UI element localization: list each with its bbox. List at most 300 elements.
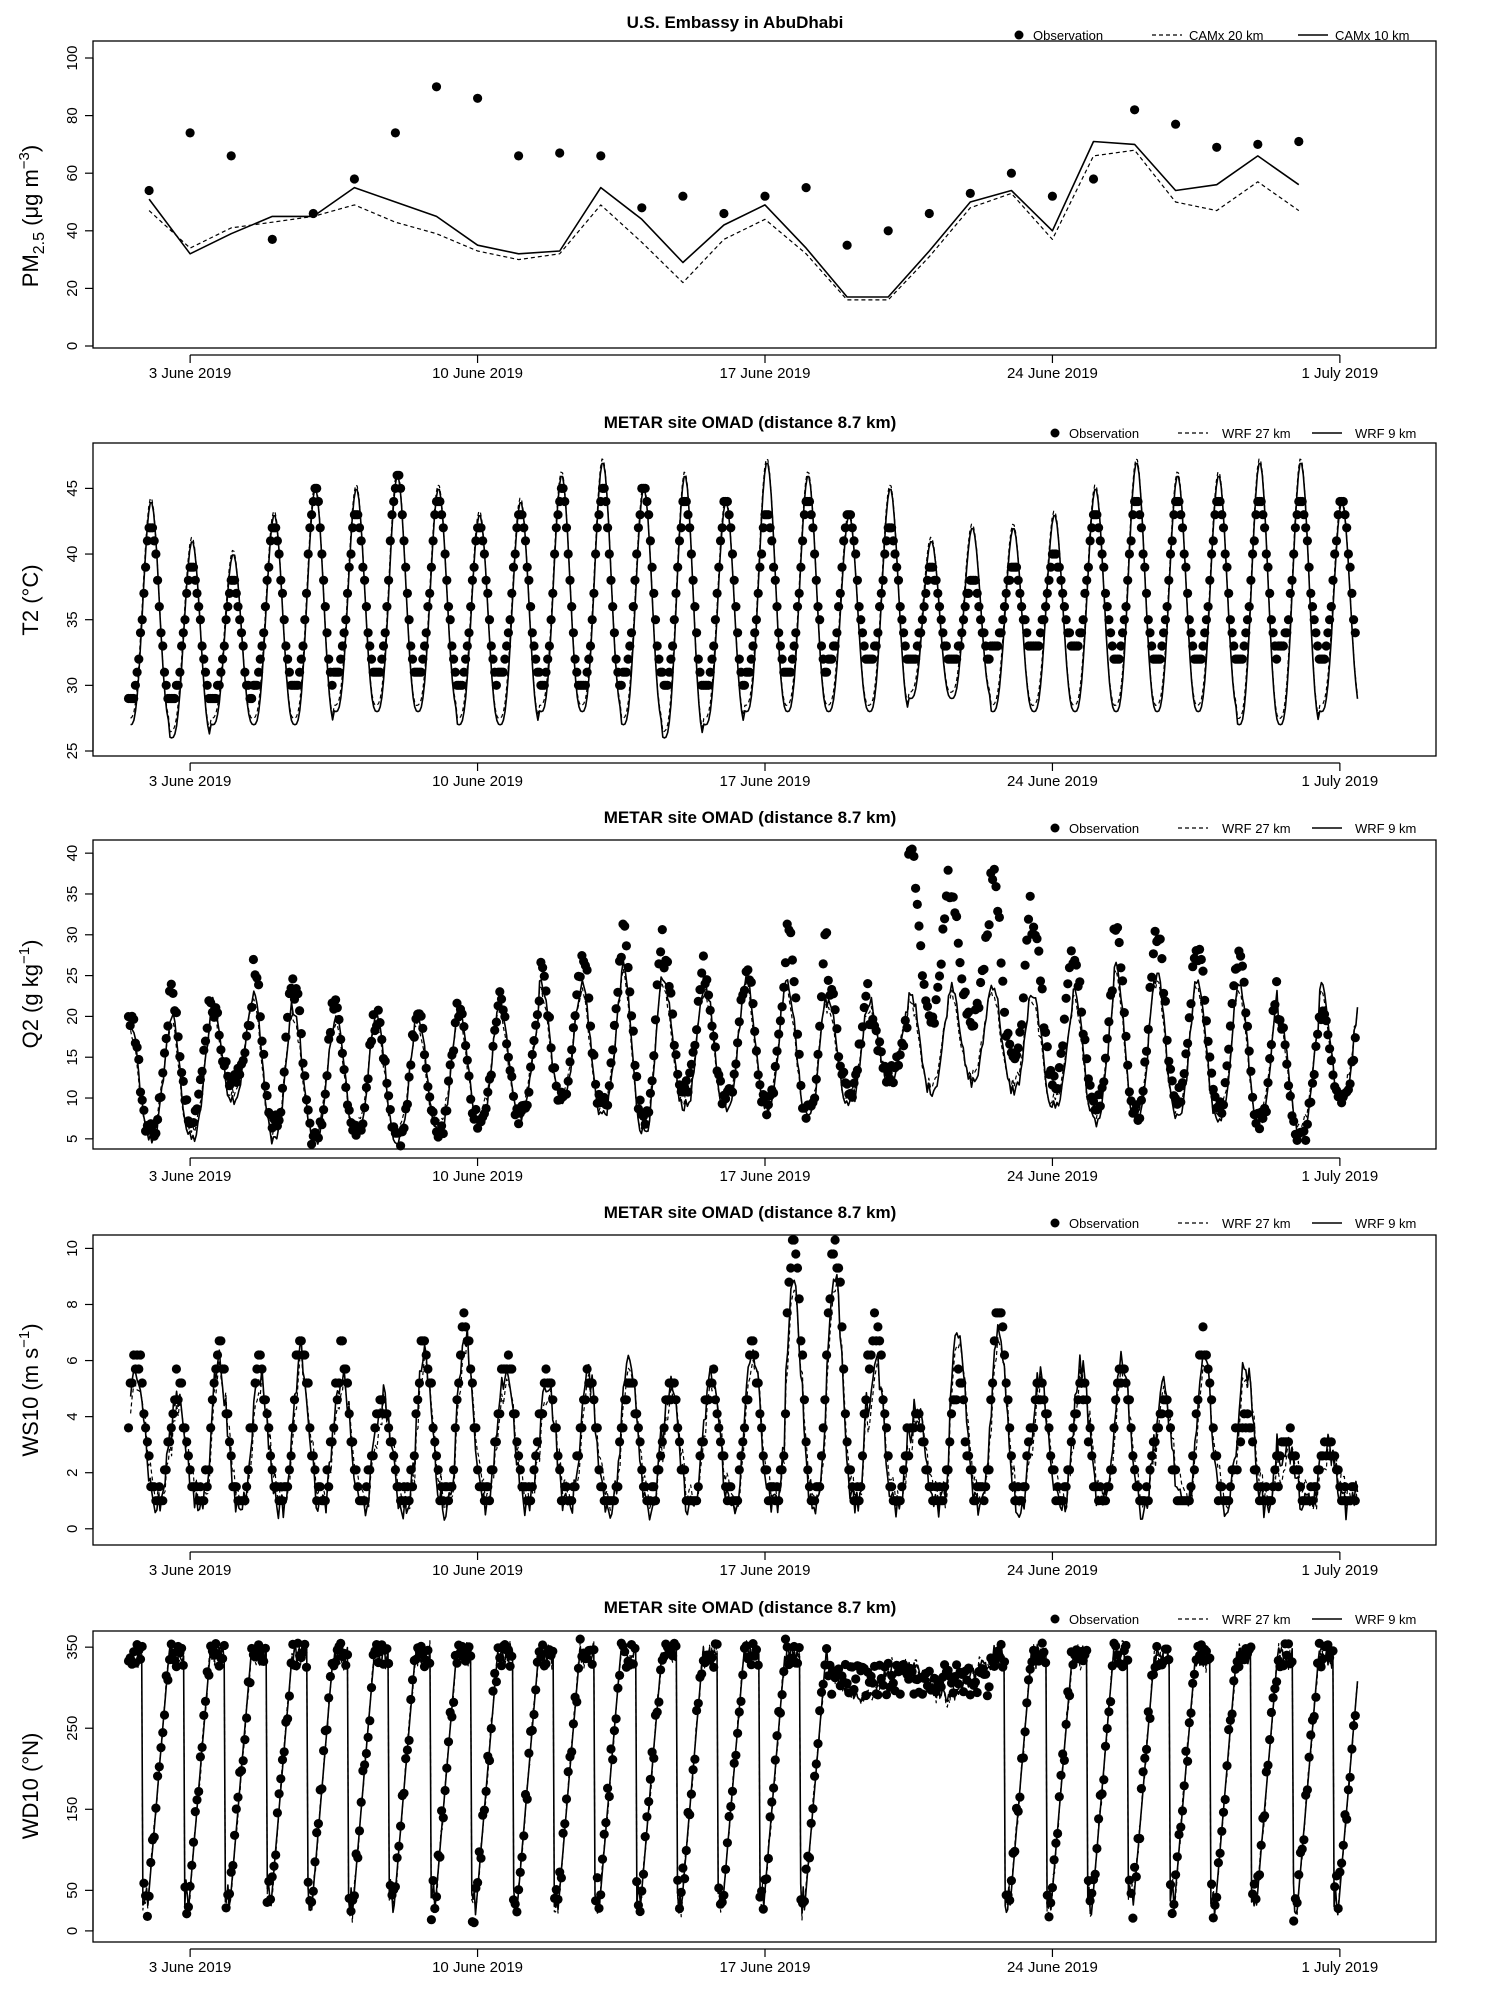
observation-point <box>406 1695 415 1704</box>
observation-point <box>324 655 333 664</box>
observation-point <box>1082 1395 1091 1404</box>
observation-point <box>309 1451 318 1460</box>
x-axis <box>149 1158 1378 1185</box>
observation-point <box>979 1496 988 1505</box>
observation-point <box>743 965 752 974</box>
observation-point <box>199 1711 208 1720</box>
observation-point <box>817 992 826 1001</box>
observation-point <box>1003 1029 1012 1038</box>
observation-point <box>519 523 528 532</box>
observation-point <box>1335 1868 1344 1877</box>
observation-point <box>429 1876 438 1885</box>
observation-point <box>979 965 988 974</box>
observation-point <box>162 1034 171 1043</box>
observation-point <box>504 1053 513 1062</box>
observation-point <box>601 497 610 506</box>
legend-coarse-label: CAMx 20 km <box>1189 28 1264 43</box>
observation-point <box>800 1897 809 1906</box>
observation-point <box>276 1108 285 1117</box>
observation-point <box>738 1670 747 1679</box>
observation-point <box>387 1437 396 1446</box>
x-tick-label: 24 June 2019 <box>1006 365 1098 382</box>
observation-point <box>955 958 964 967</box>
observation-point <box>316 1482 325 1491</box>
observation-point <box>139 1409 148 1418</box>
observation-point <box>186 1465 195 1474</box>
observation-point <box>588 1660 597 1669</box>
observation-point <box>1181 1747 1190 1756</box>
observation-point <box>913 900 922 909</box>
observation-point <box>1296 1482 1305 1491</box>
observation-point <box>920 1437 929 1446</box>
observation-point <box>1286 589 1295 598</box>
observation-point <box>725 1812 734 1821</box>
observation-point <box>298 1059 307 1068</box>
observation-point <box>675 536 684 545</box>
observation-point <box>523 1795 532 1804</box>
observation-point <box>629 1378 638 1387</box>
observation-point <box>386 1105 395 1114</box>
observation-point <box>1087 1451 1096 1460</box>
observation-point <box>1103 1724 1112 1733</box>
observation-point <box>565 1057 574 1066</box>
observation-point <box>444 1737 453 1746</box>
observation-point <box>1224 1725 1233 1734</box>
observation-point <box>610 1726 619 1735</box>
observation-point <box>145 186 154 195</box>
observation-point <box>591 549 600 558</box>
observation-point <box>1086 536 1095 545</box>
observation-point <box>586 1022 595 1031</box>
plot-area <box>124 459 1360 738</box>
observation-point <box>930 1019 939 1028</box>
observation-point <box>1120 615 1129 624</box>
observation-point <box>317 549 326 558</box>
observation-point <box>1055 563 1064 572</box>
observation-point <box>528 628 537 637</box>
observation-point <box>1219 1808 1228 1817</box>
observation-point <box>273 536 282 545</box>
x-tick-label: 17 June 2019 <box>719 1168 811 1185</box>
y-tick-label: 50 <box>64 1882 81 1899</box>
observation-point <box>196 1752 205 1761</box>
observation-point <box>774 628 783 637</box>
observation-point <box>1082 576 1091 585</box>
observation-point <box>1344 1785 1353 1794</box>
y-tick-label: 60 <box>64 164 81 182</box>
observation-point <box>1306 1098 1315 1107</box>
observation-point <box>1186 999 1195 1008</box>
panel-ws10 <box>16 1203 1436 1579</box>
observation-point <box>1072 1409 1081 1418</box>
observation-point <box>230 576 239 585</box>
observation-point <box>949 1688 958 1697</box>
observation-point <box>1240 978 1249 987</box>
observation-point <box>459 1022 468 1031</box>
observation-point <box>913 641 922 650</box>
observation-point <box>276 1774 285 1783</box>
observation-point <box>1251 1894 1260 1903</box>
observation-point <box>723 497 732 506</box>
observation-point <box>276 576 285 585</box>
observation-point <box>1166 1880 1175 1889</box>
observation-point <box>644 510 653 519</box>
legend-fine-label: WRF 9 km <box>1355 1612 1417 1627</box>
observation-point <box>1041 602 1050 611</box>
observation-point <box>249 955 258 964</box>
observation-point <box>586 641 595 650</box>
observation-point <box>1142 1745 1151 1754</box>
observation-point <box>694 997 703 1006</box>
observation-point <box>1298 1845 1307 1854</box>
observation-point <box>310 1465 319 1474</box>
observation-point <box>795 589 804 598</box>
observation-point <box>911 655 920 664</box>
observation-point <box>1217 1482 1226 1491</box>
observation-point <box>422 1350 431 1359</box>
observation-point <box>529 1036 538 1045</box>
observation-point <box>201 1037 210 1046</box>
y-axis-label <box>16 145 48 287</box>
observation-point <box>1065 1465 1074 1474</box>
observation-point <box>367 1037 376 1046</box>
observation-point <box>985 1465 994 1474</box>
observation-point <box>129 694 138 703</box>
observation-point <box>632 1072 641 1081</box>
observation-point <box>302 589 311 598</box>
observation-point <box>230 1831 239 1840</box>
observation-point <box>312 1828 321 1837</box>
observation-point <box>981 1482 990 1491</box>
observation-point <box>1007 1876 1016 1885</box>
observation-point <box>1180 1069 1189 1078</box>
observation-point <box>203 1482 212 1491</box>
observation-point <box>899 1041 908 1050</box>
observation-point <box>464 1071 473 1080</box>
observation-point <box>983 1691 992 1700</box>
observation-point <box>1322 641 1331 650</box>
observation-point <box>779 983 788 992</box>
observation-point <box>441 1786 450 1795</box>
panel-title: METAR site OMAD (distance 8.7 km) <box>603 1598 897 1617</box>
observation-point <box>1180 549 1189 558</box>
observation-point <box>1043 1409 1052 1418</box>
observation-point <box>583 1364 592 1373</box>
observation-point <box>466 1651 475 1660</box>
observation-point <box>1137 1096 1146 1105</box>
observation-point <box>257 641 266 650</box>
observation-point <box>639 1870 648 1879</box>
observation-point <box>464 1336 473 1345</box>
observation-point <box>1145 1714 1154 1723</box>
legend-observation-marker <box>1051 429 1060 438</box>
observation-point <box>790 977 799 986</box>
observation-point <box>442 1106 451 1115</box>
observation-point <box>1005 1896 1014 1905</box>
observation-point <box>334 668 343 677</box>
observation-point <box>464 628 473 637</box>
observation-point <box>198 641 207 650</box>
observation-point <box>345 563 354 572</box>
observation-point <box>1274 1482 1283 1491</box>
observation-point <box>979 628 988 637</box>
plot-area <box>124 845 1360 1151</box>
observation-point <box>755 1080 764 1089</box>
observation-point <box>944 866 953 875</box>
y-tick-label: 4 <box>64 1412 81 1421</box>
observation-point <box>952 655 961 664</box>
observation-point <box>1310 615 1319 624</box>
observation-point <box>321 1090 330 1099</box>
observation-point <box>257 1037 266 1046</box>
observation-point <box>651 615 660 624</box>
observation-point <box>653 641 662 650</box>
observation-point <box>1279 1023 1288 1032</box>
observation-point <box>897 615 906 624</box>
observation-point <box>153 1772 162 1781</box>
observation-point <box>458 681 467 690</box>
observation-point <box>1327 602 1336 611</box>
observation-point <box>824 976 833 985</box>
y-tick-label: 40 <box>64 222 81 240</box>
x-tick-label: 10 June 2019 <box>432 773 524 790</box>
y-tick-label: 100 <box>64 45 81 71</box>
observation-point <box>589 1395 598 1404</box>
observation-point <box>589 1645 598 1654</box>
observation-point <box>767 1797 776 1806</box>
observation-point <box>803 1465 812 1474</box>
observation-point <box>141 1423 150 1432</box>
observation-point <box>1221 1078 1230 1087</box>
observation-point <box>352 1465 361 1474</box>
observation-point <box>892 563 901 572</box>
observation-point <box>346 1907 355 1916</box>
observation-point <box>1123 1656 1132 1665</box>
observation-point <box>747 978 756 987</box>
observation-point <box>1269 628 1278 637</box>
observation-point <box>829 1249 838 1258</box>
observation-point <box>665 668 674 677</box>
observation-point <box>1115 655 1124 664</box>
observation-point <box>459 668 468 677</box>
observation-point <box>861 992 870 1001</box>
observation-point <box>764 1854 773 1863</box>
observation-point <box>295 668 304 677</box>
observation-point <box>1186 1708 1195 1717</box>
observation-point <box>514 1451 523 1460</box>
observation-point <box>583 965 592 974</box>
observation-point <box>938 1496 947 1505</box>
observation-point <box>670 1041 679 1050</box>
observation-point <box>817 1688 826 1697</box>
observation-point <box>625 641 634 650</box>
observation-point <box>143 1437 152 1446</box>
observation-point <box>1092 1844 1101 1853</box>
observation-point <box>822 1644 831 1653</box>
observation-point <box>896 1496 905 1505</box>
observation-point <box>685 1068 694 1077</box>
observation-point <box>314 497 323 506</box>
observation-point <box>528 1050 537 1059</box>
observation-point <box>790 641 799 650</box>
observation-point <box>506 615 515 624</box>
observation-point <box>507 589 516 598</box>
observation-point <box>1051 549 1060 558</box>
observation-point <box>973 589 982 598</box>
observation-point <box>1113 923 1122 932</box>
observation-point <box>305 1119 314 1128</box>
observation-point <box>328 1437 337 1446</box>
observation-point <box>1121 1032 1130 1041</box>
observation-point <box>668 1009 677 1018</box>
observation-point <box>940 914 949 923</box>
observation-point <box>1147 641 1156 650</box>
observation-point <box>227 151 236 160</box>
observation-point <box>815 1482 824 1491</box>
y-label-main: PM <box>18 254 43 288</box>
observation-point <box>935 971 944 980</box>
observation-point <box>240 668 249 677</box>
observation-point <box>1058 1496 1067 1505</box>
observation-point <box>466 1364 475 1373</box>
observation-point <box>198 1743 207 1752</box>
observation-point <box>713 589 722 598</box>
observation-point <box>615 1671 624 1680</box>
observation-point <box>738 1437 747 1446</box>
observation-point <box>1303 1120 1312 1129</box>
observation-point <box>1282 628 1291 637</box>
observation-point <box>834 1052 843 1061</box>
observation-point <box>377 1035 386 1044</box>
observation-point <box>1017 602 1026 611</box>
observation-point <box>1245 1047 1254 1056</box>
observation-point <box>636 510 645 519</box>
observation-point <box>447 1712 456 1721</box>
observation-point <box>1272 977 1281 986</box>
legend-fine-label: CAMx 10 km <box>1335 28 1410 43</box>
observation-point <box>1063 979 1072 988</box>
observation-point <box>1106 628 1115 637</box>
observation-point <box>843 241 852 250</box>
observation-point <box>815 1022 824 1031</box>
observation-point <box>1166 1065 1175 1074</box>
observation-point <box>249 1423 258 1432</box>
observation-point <box>849 1685 858 1694</box>
observation-point <box>1311 1693 1320 1702</box>
observation-point <box>482 1104 491 1113</box>
observation-point <box>889 1679 898 1688</box>
observation-point <box>911 884 920 893</box>
y-axis <box>64 45 93 350</box>
observation-point <box>1050 1465 1059 1474</box>
observation-point <box>300 1071 309 1080</box>
observation-point <box>1171 1465 1180 1474</box>
observation-point <box>203 681 212 690</box>
observation-point <box>745 668 754 677</box>
observation-point <box>240 1735 249 1744</box>
observation-point <box>938 628 947 637</box>
observation-point <box>223 1409 232 1418</box>
observation-point <box>867 1350 876 1359</box>
observation-point <box>875 602 884 611</box>
observation-point <box>540 681 549 690</box>
observation-point <box>1176 1823 1185 1832</box>
observation-point <box>194 1090 203 1099</box>
observation-point <box>593 1873 602 1882</box>
observation-point <box>1186 1482 1195 1491</box>
observation-point <box>1075 977 1084 986</box>
observation-point <box>617 953 626 962</box>
observation-point <box>206 1423 215 1432</box>
observation-point <box>384 1423 393 1432</box>
observation-point <box>341 1661 350 1670</box>
observation-point <box>1036 628 1045 637</box>
observation-point <box>1229 641 1238 650</box>
observation-point <box>174 1032 183 1041</box>
observation-point <box>730 576 739 585</box>
observation-point <box>697 1669 706 1678</box>
observation-point <box>172 1364 181 1373</box>
observation-point <box>133 668 142 677</box>
observation-point <box>872 641 881 650</box>
observation-point <box>235 615 244 624</box>
observation-point <box>976 978 985 987</box>
observation-point <box>813 1739 822 1748</box>
observation-point <box>961 988 970 997</box>
observation-point <box>213 1008 222 1017</box>
observation-point <box>384 576 393 585</box>
legend-fine-label: WRF 9 km <box>1355 426 1417 441</box>
observation-point <box>1086 1423 1095 1432</box>
y-axis <box>64 845 93 1143</box>
observation-point <box>211 1639 220 1648</box>
observation-point <box>316 523 325 532</box>
observation-point <box>1091 1870 1100 1879</box>
observation-point <box>571 1482 580 1491</box>
observation-point <box>487 1071 496 1080</box>
observation-point <box>988 1378 997 1387</box>
observation-point <box>429 536 438 545</box>
observation-point <box>196 615 205 624</box>
observation-point <box>1029 1423 1038 1432</box>
observation-point <box>535 996 544 1005</box>
observation-point <box>425 1659 434 1668</box>
observation-point <box>1299 510 1308 519</box>
observation-point <box>1251 1465 1260 1474</box>
observation-point <box>391 128 400 137</box>
observation-point <box>653 980 662 989</box>
observation-point <box>358 563 367 572</box>
observation-point <box>1180 1781 1189 1790</box>
observation-point <box>1139 1087 1148 1096</box>
observation-point <box>1344 549 1353 558</box>
legend-fine-label: WRF 9 km <box>1355 1216 1417 1231</box>
observation-point <box>446 1060 455 1069</box>
observation-point <box>706 668 715 677</box>
observation-point <box>263 576 272 585</box>
observation-point <box>482 1787 491 1796</box>
y-label-main: Q2 (g kg <box>18 964 43 1049</box>
observation-point <box>1216 497 1225 506</box>
observation-point <box>933 589 942 598</box>
observation-point <box>1330 1882 1339 1891</box>
observation-point <box>526 602 535 611</box>
observation-point <box>796 1081 805 1090</box>
observation-point <box>1337 1859 1346 1868</box>
observation-point <box>1330 1451 1339 1460</box>
observation-point <box>1014 1807 1023 1816</box>
observation-point <box>278 1755 287 1764</box>
